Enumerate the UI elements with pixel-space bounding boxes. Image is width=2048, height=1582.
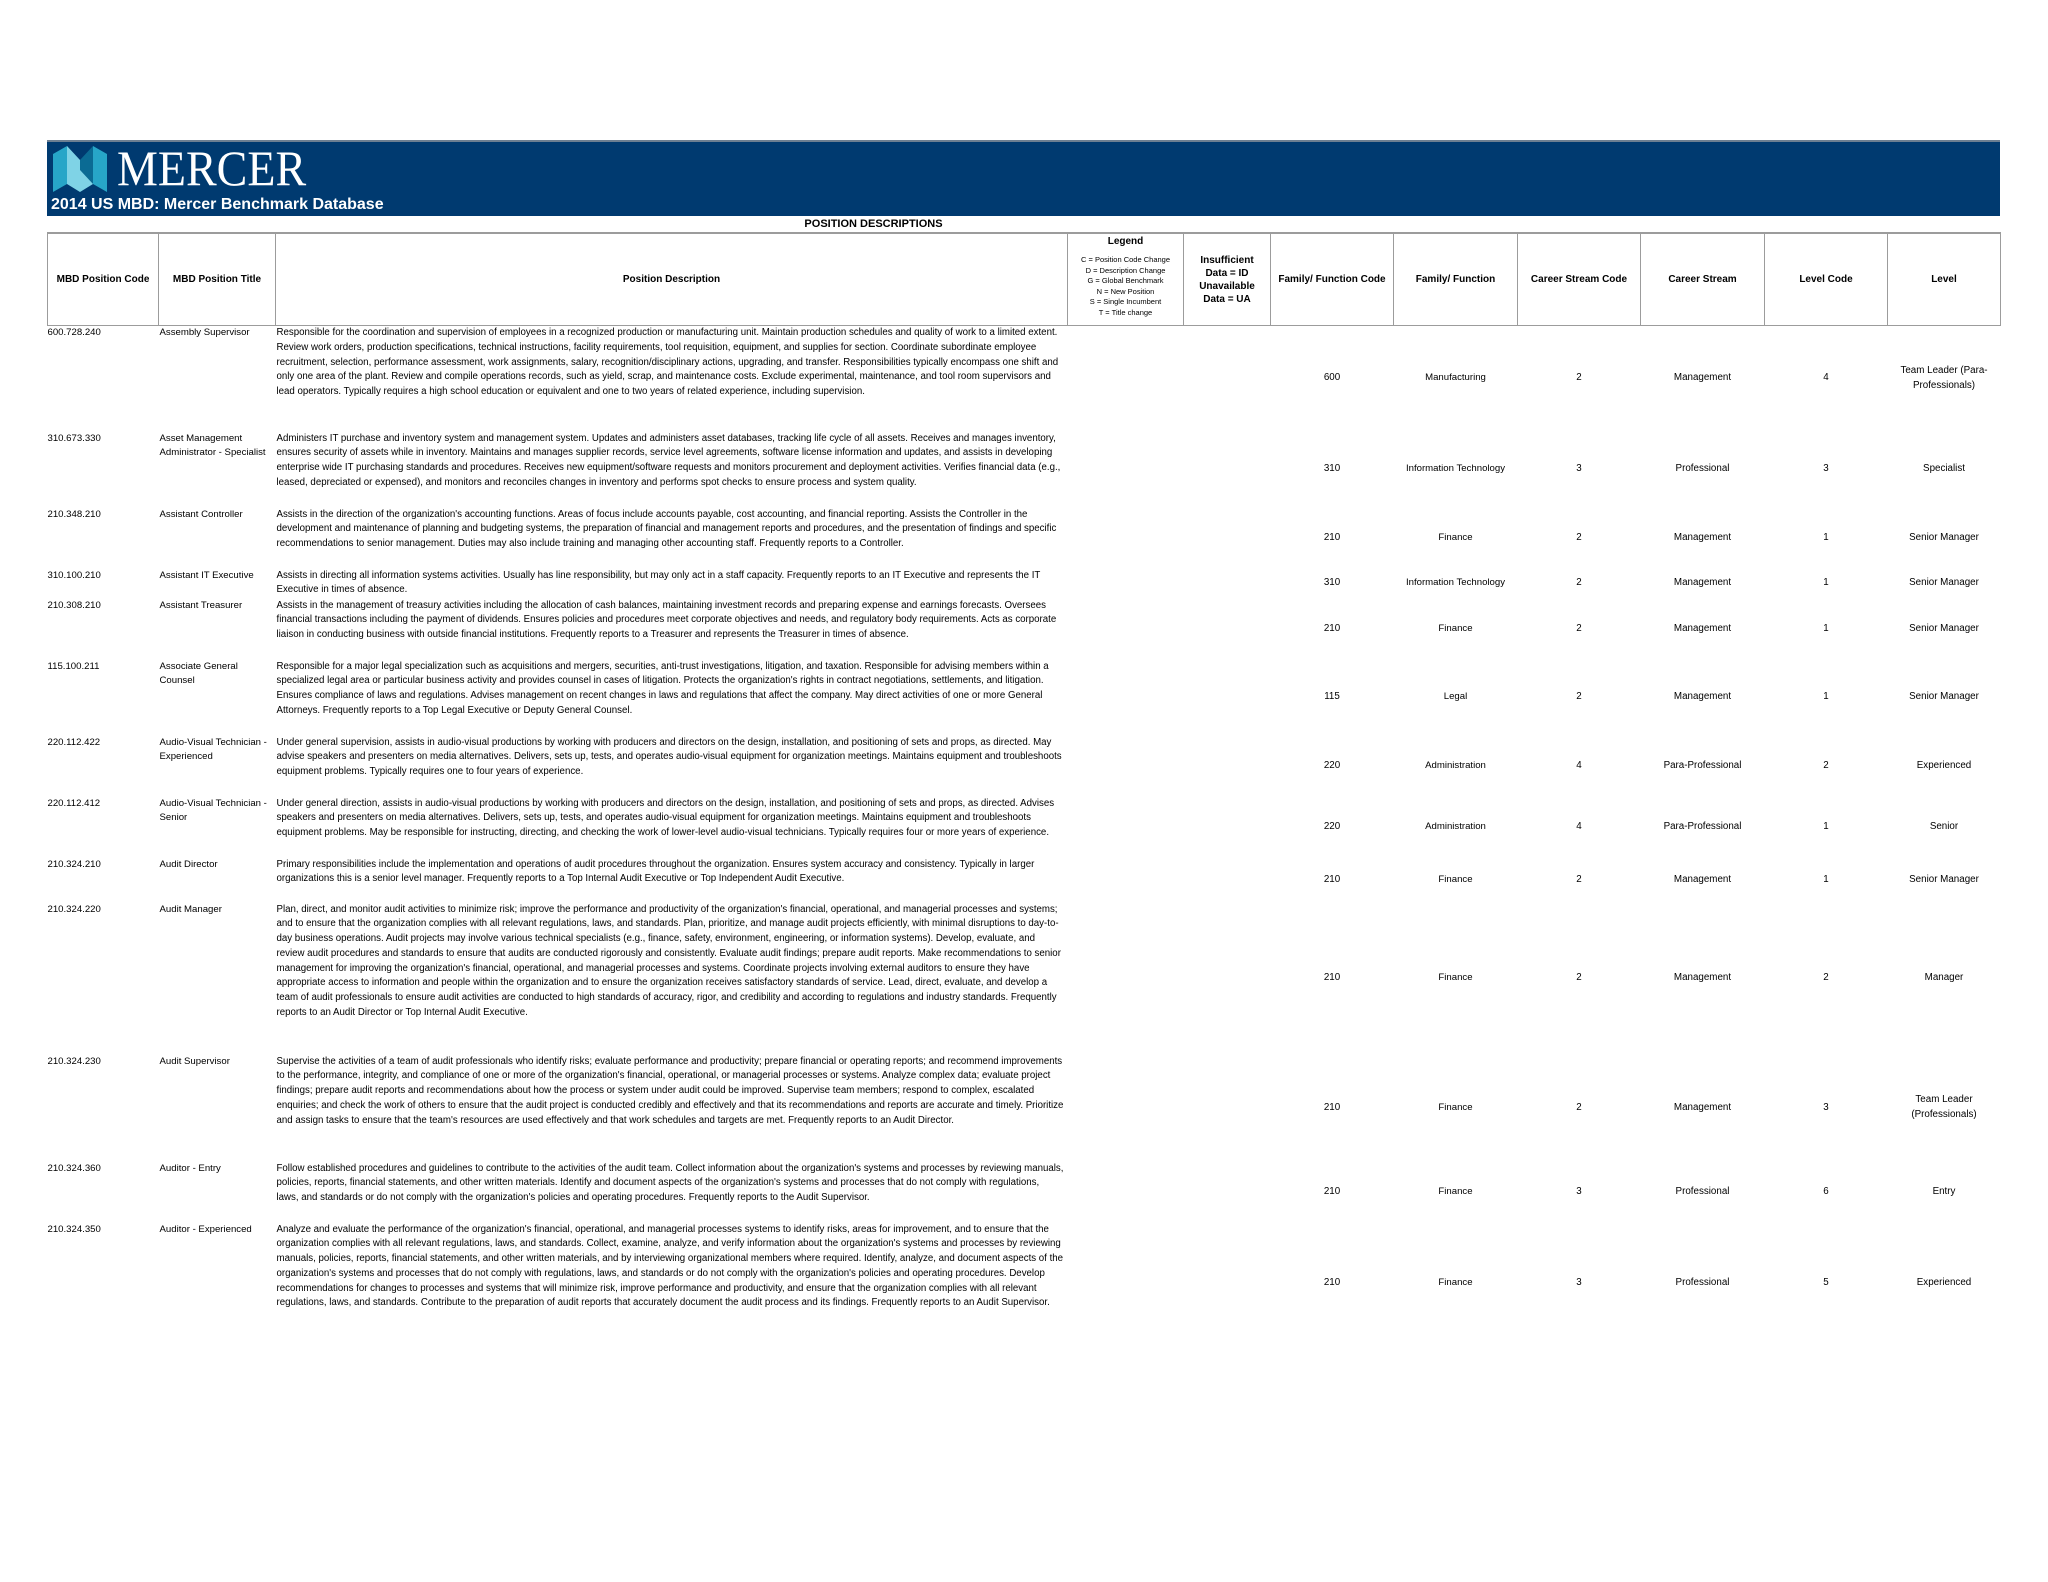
career-stream: Professional <box>1675 1277 1730 1289</box>
position-code: 210.348.210 <box>47 508 101 520</box>
position-code: 210.324.230 <box>47 1055 101 1067</box>
col-header-career: Career Stream <box>1641 233 1765 326</box>
career-stream-code: 4 <box>1576 820 1582 832</box>
level-code: 1 <box>1823 577 1829 589</box>
level: Manager <box>1924 972 1964 984</box>
table-row <box>48 569 2001 599</box>
family-code: 210 <box>1323 622 1341 634</box>
career-stream-code: 2 <box>1576 531 1582 543</box>
insufficient-flag <box>1184 1162 1271 1223</box>
col-header-insufficient-data: Insufficient Data = ID Unavailable Data = UA <box>1184 233 1271 326</box>
position-code: 220.112.412 <box>47 797 101 809</box>
career-stream: Management <box>1673 531 1732 543</box>
col-header-level: Level <box>1888 233 2001 326</box>
insufficient-flag <box>1184 797 1271 858</box>
level: Senior Manager <box>1909 873 1979 885</box>
col-header-family: Family/ Function <box>1394 233 1518 326</box>
position-title: Audit Supervisor <box>159 1055 230 1067</box>
table-row <box>48 599 2001 660</box>
family-code: 220 <box>1323 759 1341 771</box>
family-code: 220 <box>1323 820 1341 832</box>
family-function: Finance <box>1438 1101 1473 1113</box>
insufficient-flag <box>1184 508 1271 569</box>
insufficient-flag <box>1184 903 1271 1055</box>
insufficient-flag <box>1184 858 1271 903</box>
position-code: 210.308.210 <box>47 599 101 611</box>
family-function: Finance <box>1438 622 1473 634</box>
career-stream-code: 2 <box>1576 1101 1582 1113</box>
position-title: Audio-Visual Technician - Senior <box>159 797 267 824</box>
level-code: 1 <box>1823 820 1829 832</box>
position-description: Plan, direct, and monitor audit activities to minimize risk; improve the performance and productivity of the organization's financial, operational, and managerial processes and systems; and to ensure that the organization complies with all relevant regulations, laws, and standards. Plan, prioritize, and manage audit projects efficiently, with minimal disruptions to day-to-day business operations. Audit projects may involve various technical specialists (e.g., finance, safety, environment, engineering, or information systems). Develop, evaluate, and review audit procedures and standards to ensure that audits are conducted rigorously and consistently. Evaluate audit findings; prepare audit reports. Make recommendations to senior management for improving the organization's financial, operational, and managerial processes and systems. Coordinate projects involving external auditors to ensure they have appropriate access to information and people within the organization and to ensure the organization receives satisfactory standards of service. Lead, direct, evaluate, and develop a team of audit professionals to ensure audit activities are conducted to high standards of accuracy, rigor, and credibility and according to regulations and industry standards. Frequently reports to an Audit Director or Top Internal Audit Executive. <box>276 903 1061 1019</box>
legend-line: N = New Position <box>1096 286 1155 296</box>
level: Experienced <box>1916 1277 1972 1289</box>
position-description: Follow established procedures and guidelines to contribute to the activities of the audit team. Collect information about the organization's systems and processes by reviewing manuals, policies, reports, financial statements, and other written materials. Identify and document aspects of the organization's systems and processes that do not comply with regulations, laws, and standards or do not comply with the organization's policies and operating procedures. Frequently reports to the Audit Supervisor. <box>276 1162 1064 1204</box>
position-description: Administers IT purchase and inventory system and management system. Updates and administers asset databases, tracking life cycle of all assets. Receives and manages inventory, ensures security of assets while in inventory. Maintains and manages supplier records, service level agreements, software license information and updates, and assists in developing enterprise wide IT purchasing standards and procedures. Receives new equipment/software requests and monitors procurement and deployment activities. Verifies financial data (e.g., leased, depreciated or expensed), and monitors and reconciles changes in inventory and performs spot checks to ensure process and system quality. <box>276 432 1061 488</box>
position-description: Primary responsibilities include the implementation and operations of audit procedures throughout the organization. Ensures system accuracy and consistency. Typically in larger organizations this is a senior level manager. Frequently reports to a Top Internal Audit Executive or Top Independent Audit Executive. <box>276 858 1035 885</box>
family-function: Finance <box>1438 1277 1473 1289</box>
col-header-level-code: Level Code <box>1765 233 1888 326</box>
career-stream-code: 2 <box>1576 577 1582 589</box>
level: Specialist <box>1923 463 1965 475</box>
position-title: Assistant Treasurer <box>159 599 243 611</box>
position-title: Assistant IT Executive <box>159 569 254 581</box>
family-function: Information Technology <box>1405 577 1506 589</box>
legend-flag <box>1068 797 1184 858</box>
col-header-code: MBD Position Code <box>48 233 159 326</box>
legend-line: G = Global Benchmark <box>1087 276 1164 285</box>
legend-flag <box>1068 903 1184 1055</box>
position-title: Audio-Visual Technician - Experienced <box>159 736 267 763</box>
family-function: Finance <box>1438 972 1473 984</box>
family-function: Administration <box>1425 759 1486 771</box>
level-code: 1 <box>1823 691 1829 703</box>
family-code: 115 <box>1324 691 1340 703</box>
career-stream-code: 2 <box>1576 622 1582 634</box>
career-stream: Professional <box>1675 463 1730 475</box>
career-stream: Management <box>1673 622 1732 634</box>
legend-flag <box>1068 1055 1184 1162</box>
family-function: Administration <box>1425 820 1486 832</box>
col-header-family-code: Family/ Function Code <box>1271 233 1394 326</box>
header-banner <box>47 140 2000 216</box>
level: Experienced <box>1916 759 1972 771</box>
table-row <box>48 1223 2001 1345</box>
level-code: 3 <box>1823 1101 1829 1113</box>
level-code: 5 <box>1823 1277 1829 1289</box>
position-title: Auditor - Entry <box>159 1162 221 1174</box>
table-row <box>48 432 2001 508</box>
table-row <box>48 326 2001 432</box>
position-description: Assists in directing all information systems activities. Usually has line responsibility, but may only act in a staff capacity. Frequently reports to an IT Executive and represents the IT Executive in times of absence. <box>276 569 1041 596</box>
legend-flag <box>1068 736 1184 797</box>
family-function: Legal <box>1443 691 1468 703</box>
position-code: 115.100.211 <box>47 660 100 672</box>
position-title: Auditor - Experienced <box>159 1223 252 1235</box>
database-title: 2014 US MBD: Mercer Benchmark Database <box>51 196 384 213</box>
family-function: Finance <box>1438 1185 1473 1197</box>
career-stream: Management <box>1673 972 1732 984</box>
insufficient-flag <box>1184 1223 1271 1345</box>
level-code: 1 <box>1823 622 1829 634</box>
career-stream-code: 3 <box>1576 1277 1582 1289</box>
level: Team Leader (Para-Professionals) <box>1900 364 1988 391</box>
level: Senior <box>1929 820 1959 832</box>
legend-line: C = Position Code Change <box>1080 255 1170 264</box>
family-code: 600 <box>1323 372 1341 384</box>
position-code: 310.100.210 <box>47 569 101 581</box>
family-code: 210 <box>1323 531 1341 543</box>
col-header-career-code: Career Stream Code <box>1518 233 1641 326</box>
position-table <box>47 232 2001 1345</box>
position-code: 600.728.240 <box>47 327 101 338</box>
insufficient-flag <box>1184 736 1271 797</box>
family-code: 210 <box>1323 1101 1341 1113</box>
career-stream-code: 3 <box>1576 1185 1582 1197</box>
section-title: POSITION DESCRIPTIONS <box>804 218 943 230</box>
level: Senior Manager <box>1909 691 1979 703</box>
legend-line: S = Single Incumbent <box>1089 297 1162 306</box>
position-code: 310.673.330 <box>47 432 101 444</box>
position-code: 210.324.210 <box>47 858 101 870</box>
table-row <box>48 736 2001 797</box>
table-row <box>48 903 2001 1055</box>
level-code: 2 <box>1823 972 1829 984</box>
header-row <box>48 233 2001 326</box>
career-stream: Management <box>1673 372 1732 384</box>
family-code: 210 <box>1323 972 1341 984</box>
career-stream-code: 2 <box>1576 972 1582 984</box>
position-description: Under general direction, assists in audio-visual productions by working with producers and directors on the design, installation, and positioning of sets and props, as directed. Advises speakers and presenters on media alternatives. Delivers, sets up, tests, and operates audio-visual equipment for organization meetings. Maintains equipment and troubleshoots equipment problems. May be responsible for instructing, directing, and checking the work of lower-level audio-visual technicians. Typically requires four or more years of experience. <box>276 797 1055 839</box>
career-stream: Management <box>1673 577 1732 589</box>
family-function: Finance <box>1438 873 1473 885</box>
table-row <box>48 797 2001 858</box>
level-code: 4 <box>1823 372 1829 384</box>
family-code: 310 <box>1323 577 1341 589</box>
level-code: 6 <box>1823 1185 1829 1197</box>
position-title: Asset Management Administrator - Specialist <box>159 432 266 459</box>
legend-line: T = Title change <box>1098 307 1153 317</box>
position-title: Assembly Supervisor <box>159 327 250 338</box>
level-code: 2 <box>1823 759 1829 771</box>
spreadsheet-page <box>47 140 2000 1345</box>
insufficient-flag <box>1184 599 1271 660</box>
family-code: 310 <box>1323 463 1341 475</box>
career-stream-code: 3 <box>1576 463 1582 475</box>
position-title: Audit Director <box>159 858 218 870</box>
position-code: 210.324.220 <box>47 903 101 915</box>
level-code: 1 <box>1823 873 1829 885</box>
career-stream: Para-Professional <box>1663 759 1742 771</box>
position-description: Responsible for a major legal specialization such as acquisitions and mergers, securities, anti-trust investigations, litigation, and taxation. Responsible for advising members within a specialized legal area or particular business activity and provides counsel in cases of litigation. Protects the organization's rights in contract negotiations, settlements, and litigation. Ensures compliance of laws and regulations. Advises management on recent changes in laws and regulations that affect the company. May direct activities of one or more General Attorneys. Frequently reports to a Top Legal Executive or Deputy General Counsel. <box>276 660 1049 716</box>
level-code: 1 <box>1823 531 1829 543</box>
legend-flag <box>1068 660 1184 736</box>
level: Entry <box>1932 1185 1956 1197</box>
career-stream-code: 2 <box>1576 873 1582 885</box>
table-row <box>48 660 2001 736</box>
brand-name: MERCER <box>117 140 307 196</box>
position-code: 210.324.360 <box>47 1162 101 1174</box>
insufficient-flag <box>1184 1055 1271 1162</box>
career-stream-code: 2 <box>1576 372 1582 384</box>
level-code: 3 <box>1823 463 1829 475</box>
family-function: Manufacturing <box>1425 372 1486 384</box>
family-function: Finance <box>1438 531 1473 543</box>
legend-flag <box>1068 508 1184 569</box>
insufficient-flag <box>1184 326 1271 432</box>
legend-flag <box>1068 858 1184 903</box>
family-code: 210 <box>1323 1277 1341 1289</box>
level: Senior Manager <box>1909 622 1979 634</box>
family-code: 210 <box>1323 873 1341 885</box>
level: Senior Manager <box>1909 577 1979 589</box>
legend-flag <box>1068 569 1184 599</box>
legend-flag <box>1068 432 1184 508</box>
position-description: Assists in the direction of the organization's accounting functions. Areas of focus include accounts payable, cost accounting, and financial reporting. Assists the Controller in the development and maintenance of planning and budgeting systems, the preparation of financial and management reports and procedures, and the presentation of findings and specific recommendations to senior management. Duties may also include training and managing other accounting staff. Frequently reports to a Controller. <box>276 508 1057 550</box>
position-code: 210.324.350 <box>47 1223 101 1235</box>
legend-flag <box>1068 1162 1184 1223</box>
family-code: 210 <box>1323 1185 1341 1197</box>
insufficient-flag <box>1184 569 1271 599</box>
table-row <box>48 508 2001 569</box>
table-row <box>48 1055 2001 1162</box>
table-row <box>48 858 2001 903</box>
position-description: Analyze and evaluate the performance of the organization's financial, operational, and managerial processes systems to identify risks, areas for improvement, and to ensure that the organization complies with all relevant regulations, laws, and standards. Collect, examine, analyze, and verify information about the organization's systems and processes by reviewing manuals, policies, reports, financial statements, and other written materials, and by interviewing organizational members where required. Identify, analyze, and document aspects of the organization's systems and processes that do not comply with regulations, laws, and standards or do not comply with the organization's policies and operating procedures. Develop recommendations for changes to processes and systems that will minimize risk, improve performance and productivity, and ensure that the organization complies with all relevant regulations, laws, and standards. Contribute to the preparation of audit reports that accurately document the audit process and its findings. Frequently reports to an Audit Supervisor. <box>276 1223 1064 1309</box>
position-description: Under general supervision, assists in audio-visual productions by working with producers and directors on the design, installation, and positioning of sets and props, as directed. May advise speakers and presenters on media alternatives. Delivers, sets up, tests, and operates audio-visual equipment for organization meetings. Maintains equipment and troubleshoots equipment problems. Typically requires one to four years of experience. <box>276 736 1062 778</box>
legend-title: Legend <box>1107 236 1144 247</box>
career-stream-code: 4 <box>1576 759 1582 771</box>
career-stream: Para-Professional <box>1663 820 1742 832</box>
col-header-description: Position Description <box>276 233 1068 326</box>
level: Senior Manager <box>1909 531 1979 543</box>
col-header-legend <box>1068 233 1184 326</box>
mercer-logo-icon <box>53 146 107 192</box>
family-function: Information Technology <box>1405 463 1506 475</box>
career-stream: Management <box>1673 873 1732 885</box>
position-description: Assists in the management of treasury activities including the allocation of cash balances, maintaining investment records and preparing expense and earnings forecasts. Oversees financial transactions including the payment of dividends. Ensures policies and procedures meet corporate objectives and needs, and regulatory body requirements. Acts as corporate liaison in conducting business with outside financial institutions. Frequently reports to a Treasurer and represents the Treasurer in times of absence. <box>276 599 1057 641</box>
career-stream: Management <box>1673 691 1732 703</box>
position-description: Supervise the activities of a team of audit professionals who identify risks; evaluate performance and productivity; prepare financial or operating reports; and recommend improvements to the performance, integrity, and compliance of one or more of the organization's financial, operational, or managerial processes or systems. Analyze complex data; evaluate project findings; prepare audit reports and recommendations about how the process or system under audit could be improved. Supervise team members; respond to complex, escalated enquiries; and check the work of others to ensure that the audit project is conducted credibly and effectively and that its recommendations and reports are accurate and timely. Prioritize and assign tasks to ensure that the team's resources are used effectively and that work schedules and targets are met. Frequently reports to an Audit Director. <box>276 1055 1064 1126</box>
legend-flag <box>1068 326 1184 432</box>
level: Team Leader (Professionals) <box>1911 1094 1977 1120</box>
career-stream: Management <box>1673 1101 1732 1113</box>
legend-line: D = Description Change <box>1085 265 1166 275</box>
legend-flag <box>1068 1223 1184 1345</box>
position-title: Assistant Controller <box>159 508 243 520</box>
insufficient-flag <box>1184 432 1271 508</box>
career-stream-code: 2 <box>1576 691 1582 703</box>
table-row <box>48 1162 2001 1223</box>
position-title: Associate General Counsel <box>159 660 238 687</box>
legend-flag <box>1068 599 1184 660</box>
insufficient-flag <box>1184 660 1271 736</box>
position-code: 220.112.422 <box>47 736 101 748</box>
career-stream: Professional <box>1675 1185 1730 1197</box>
position-title: Audit Manager <box>159 903 222 915</box>
position-description: Responsible for the coordination and supervision of employees in a recognized production or manufacturing unit. Maintain production schedules and quality of work to a limited extent. Review work orders, production specifications, technical instructions, facility requirements, tool requisition, equipment, and supplies for section. Coordinate subordinate employee recruitment, selection, performance assessment, work assignments, salary, recognition/disciplinary actions, upgrading, and transfer. Responsibilities typically encompass one shift and only one area of the plant. Review and compile operations records, such as yield, scrap, and maintenance costs. Exclude experimental, maintenance, and tool room supervisors and lead operators. Typically requires a high school education or equivalent and one to two years of related experience, including supervision. <box>276 327 1059 398</box>
col-header-title: MBD Position Title <box>159 233 276 326</box>
